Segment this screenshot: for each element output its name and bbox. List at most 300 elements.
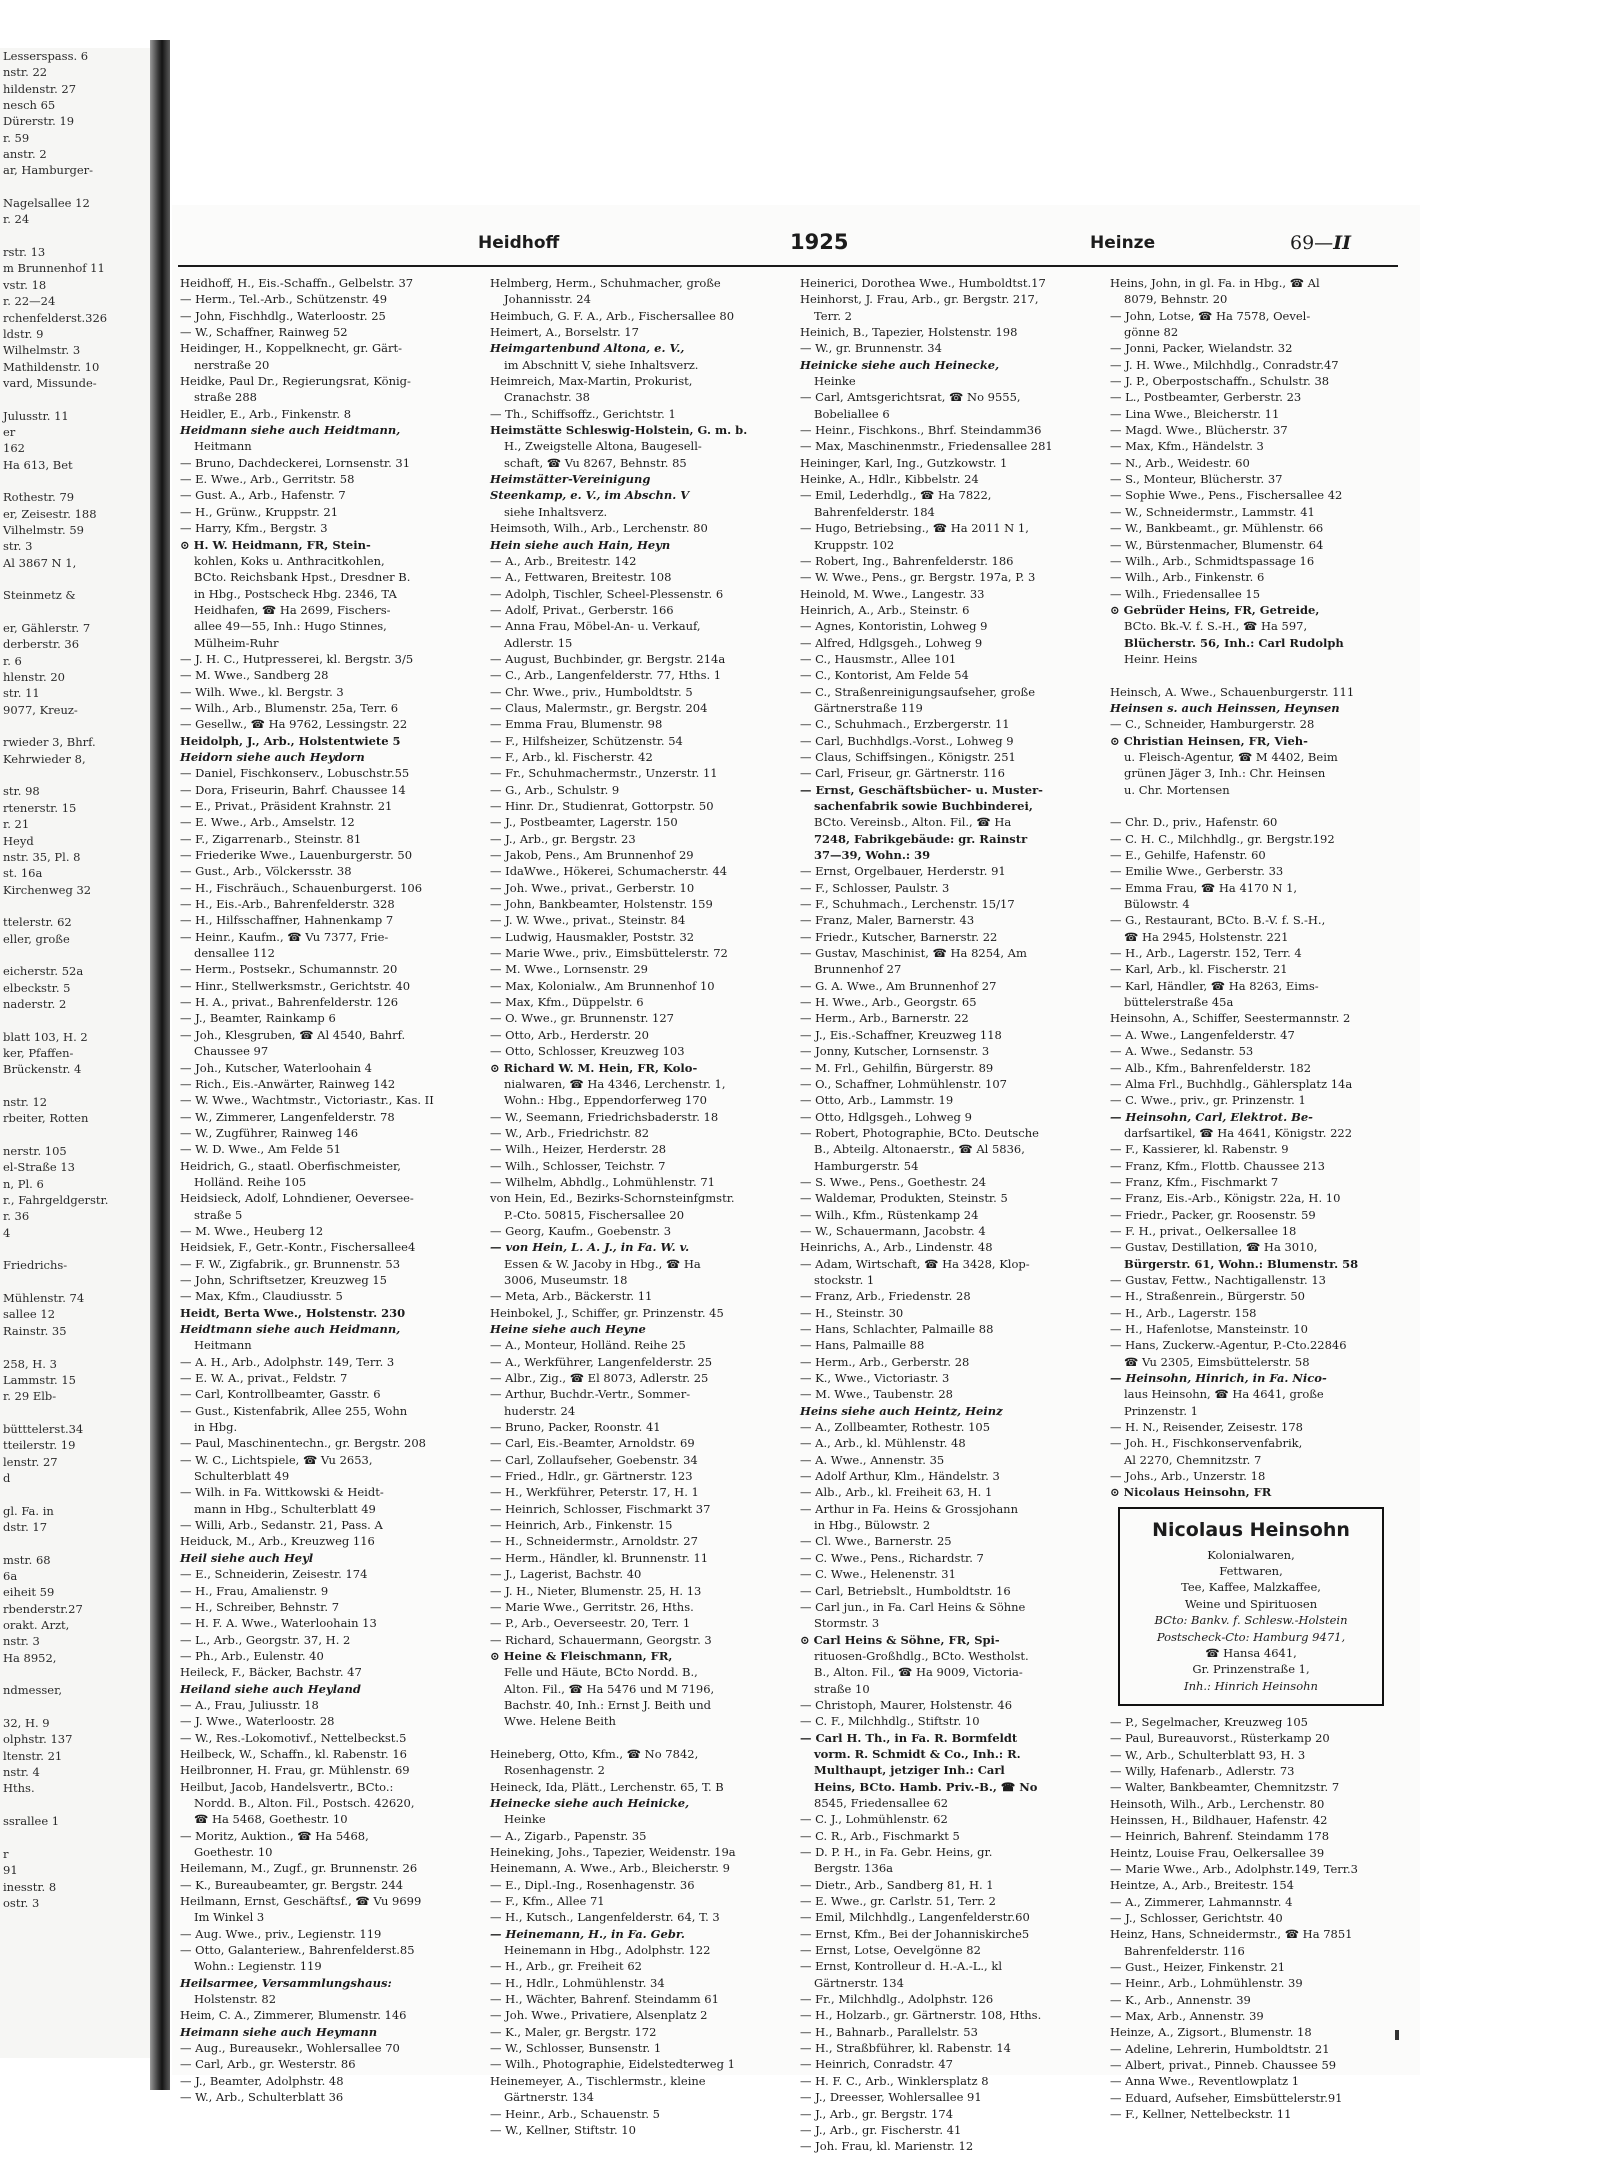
left-page-line: Hths. (3, 1781, 35, 1796)
header-year: 1925 (790, 230, 849, 254)
directory-entry-line: — C. H. C., Milchhdlg., gr. Bergstr.192 (1110, 831, 1335, 846)
directory-entry-line: — Wilh., Heizer, Herderstr. 28 (490, 1142, 667, 1157)
directory-entry-line: Blücherstr. 56, Inh.: Carl Rudolph (1124, 635, 1344, 650)
advertisement-line: BCto: Bankv. f. Schlesw.-Holstein (1154, 1613, 1348, 1628)
directory-entry-line: Heininger, Karl, Ing., Gutzkowstr. 1 (800, 455, 1008, 470)
left-page-line: nesch 65 (3, 98, 56, 113)
left-page-line (0, 1274, 150, 1290)
directory-entry-line: — W., Arb., Friedrichstr. 82 (490, 1125, 650, 1140)
directory-entry-line: Heinke, A., Hdlr., Kibbelstr. 24 (800, 472, 979, 487)
directory-entry-line: Rosenhagenstr. 2 (504, 1763, 605, 1778)
directory-entry-line: — C., Straßenreinigungsaufseher, große (800, 684, 1036, 699)
directory-entry-line: — Heinr., Kaufm., ☎ Vu 7377, Frie- (180, 929, 389, 944)
advertisement-line: Tee, Kaffee, Malzkaffee, (1181, 1580, 1321, 1595)
directory-entry-line: — Robert, Ing., Bahrenfelderstr. 186 (800, 553, 1014, 568)
directory-entry-line: — Joh. Wwe., privat., Gerberstr. 10 (490, 880, 695, 895)
directory-entry-line: — Claus, Malermstr., gr. Bergstr. 204 (490, 700, 708, 715)
directory-entry-line: straße 10 (814, 1681, 870, 1696)
directory-entry-line: — Max, Kfm., Händelstr. 3 (1110, 439, 1264, 454)
directory-entry-line: Heitmann (194, 1338, 252, 1353)
directory-entry-line: — F., Schlosser, Paulstr. 3 (800, 880, 950, 895)
left-page-line: Rainstr. 35 (3, 1323, 67, 1338)
directory-entry-line: Heilbronner, H. Frau, gr. Mühlenstr. 69 (180, 1763, 410, 1778)
directory-entry-line: — Meta, Arb., Bäckerstr. 11 (490, 1289, 653, 1304)
directory-entry-line: — A., Zigarb., Papenstr. 35 (490, 1828, 647, 1843)
directory-entry-line: Heinold, M. Wwe., Langestr. 33 (800, 586, 985, 601)
directory-entry-line: — A., Zollbeamter, Rothestr. 105 (800, 1420, 991, 1435)
directory-entry-line: büttelerstraße 45a (1124, 995, 1234, 1010)
directory-entry-line: — Bruno, Dachdeckerei, Lornsenstr. 31 (180, 455, 411, 470)
page-header (178, 230, 1408, 269)
directory-entry-line: Heilmann, Ernst, Geschäftsf., ☎ Vu 9699 (180, 1894, 422, 1909)
directory-entry-line: — Chr. Wwe., priv., Humboldtstr. 5 (490, 684, 693, 699)
directory-entry-line: — Carl, Betriebslt., Humboldtstr. 16 (800, 1583, 1011, 1598)
left-page-line (0, 179, 150, 195)
directory-entry-line: — A., Zimmerer, Lahmannstr. 4 (1110, 1894, 1293, 1909)
directory-entry-line: — Emil, Milchhdlg., Langenfelderstr.60 (800, 1910, 1030, 1925)
directory-entry-line: Heinhorst, J. Frau, Arb., gr. Bergstr. 217, (800, 292, 1039, 307)
directory-entry-line: siehe Inhaltsverz. (504, 504, 608, 519)
left-page-line: Kehrwieder 8, (3, 751, 86, 766)
directory-entry-line: — Carl, Eis.-Beamter, Arnoldstr. 69 (490, 1436, 695, 1451)
directory-entry-line: — Bruno, Packer, Roonstr. 41 (490, 1420, 661, 1435)
directory-entry-line: Heilbeck, W., Schaffn., kl. Rabenstr. 16 (180, 1746, 407, 1761)
column-1 (180, 275, 480, 2105)
directory-entry-line: — Karl, Arb., kl. Fischerstr. 21 (1110, 962, 1288, 977)
directory-entry-line: — Hinr. Dr., Studienrat, Gottorpstr. 50 (490, 799, 714, 813)
directory-entry-line: — Ernst, Kontrolleur d. H.-A.-L., kl (800, 1959, 1003, 1974)
directory-entry-line: — F., Schuhmach., Lerchenstr. 15/17 (800, 897, 1015, 912)
directory-entry-line: — Herm., Tel.-Arb., Schützenstr. 49 (180, 292, 388, 307)
directory-entry-line: — Rich., Eis.-Anwärter, Rainweg 142 (180, 1076, 396, 1091)
left-page-line: Dürerstr. 19 (3, 114, 75, 129)
directory-entry-line: P.-Cto. 50815, Fischersallee 20 (504, 1207, 685, 1222)
directory-entry-line: schaft, ☎ Vu 8267, Behnstr. 85 (504, 455, 687, 470)
left-page-line: hildenstr. 27 (3, 81, 77, 96)
directory-entry-line: — L., Postbeamter, Gerberstr. 23 (1110, 390, 1302, 405)
directory-entry-line: BCto. Vereinsb., Alton. Fil., ☎ Ha (814, 815, 1012, 830)
left-page-line (0, 1078, 150, 1094)
directory-entry-line: Bobeliallee 6 (814, 406, 890, 421)
directory-entry-line: — H. Wwe., Arb., Georgstr. 65 (800, 995, 977, 1010)
directory-entry-line: — Wilh., Arb., Blumenstr. 25a, Terr. 6 (180, 700, 399, 715)
directory-entry-line: — H. F. C., Arb., Winklersplatz 8 (800, 2073, 989, 2088)
left-page-line: r., Fahrgeldgerstr. (3, 1193, 109, 1208)
directory-entry-line: — W., Arb., Schulterblatt 36 (180, 2090, 344, 2105)
directory-entry-line: — Franz, Arb., Friedenstr. 28 (800, 1289, 971, 1304)
directory-entry-line: — J. Wwe., Waterloostr. 28 (180, 1714, 335, 1729)
directory-entry-line: — Max, Kfm., Claudiusstr. 5 (180, 1289, 343, 1304)
advertisement-title: Nicolaus Heinsohn (1152, 1518, 1350, 1541)
directory-entry-line: — Arthur, Buchdr.-Vertr., Sommer- (490, 1387, 691, 1402)
directory-entry-line: Bahrenfelderstr. 184 (814, 504, 935, 519)
directory-entry-line: — S., Monteur, Blücherstr. 37 (1110, 472, 1283, 487)
directory-entry-line: — Carl, Friseur, gr. Gärtnerstr. 116 (800, 766, 1005, 781)
directory-entry-line: — Harry, Kfm., Bergstr. 3 (180, 521, 328, 536)
directory-entry-line: — Max, Kfm., Düppelstr. 6 (490, 995, 644, 1010)
directory-entry-line: — Carl, Zollaufseher, Goebenstr. 34 (490, 1452, 698, 1467)
directory-entry-line: — W. D. Wwe., Am Felde 51 (180, 1142, 341, 1157)
directory-entry-line: — Hans, Zuckerw.-Agentur, P.-Cto.22846 (1110, 1338, 1347, 1353)
directory-entry-line: — Otto, Hdlgsgeh., Lohweg 9 (800, 1109, 972, 1124)
directory-entry-line: — H., Eis.-Arb., Bahrenfelderstr. 328 (180, 897, 395, 912)
directory-entry-line: BCto. Bk.-V. f. S.-H., ☎ Ha 597, (1124, 619, 1308, 634)
directory-entry-line: — Anna Wwe., Reventlowplatz 1 (1110, 2074, 1300, 2089)
left-page-line: 9077, Kreuz- (3, 702, 78, 717)
directory-entry-line: Heinsoth, Wilh., Arb., Lerchenstr. 80 (1110, 1796, 1325, 1811)
directory-entry-line: Holländ. Reihe 105 (194, 1174, 307, 1189)
directory-entry-line: — Agnes, Kontoristin, Lohweg 9 (800, 619, 988, 634)
directory-entry-line: Heidhoff, H., Eis.-Schaffn., Gelbelstr. 37 (180, 276, 414, 290)
directory-entry-line: Im Winkel 3 (194, 1910, 265, 1925)
left-page-line: naderstr. 2 (3, 996, 67, 1011)
directory-entry-line: — W. C., Lichtspiele, ☎ Vu 2653, (180, 1452, 373, 1467)
directory-entry-line: Heinr. Heins (1124, 651, 1198, 666)
directory-entry-line: — Alma Frl., Buchhdlg., Gählersplatz 14a (1110, 1076, 1353, 1091)
directory-entry-line: — Fried., Hdlr., gr. Gärtnerstr. 123 (490, 1469, 693, 1484)
directory-entry-line: — A. Wwe., Langenfelderstr. 47 (1110, 1027, 1295, 1042)
left-page-line (0, 473, 150, 489)
directory-entry-line: in Hbg., Postscheck Hbg. 2346, TA (194, 586, 397, 601)
directory-entry-line: — Wilhelm, Abhdlg., Lohmühlenstr. 71 (490, 1174, 715, 1189)
directory-entry-line: Heinemann in Hbg., Adolphstr. 122 (504, 1943, 711, 1958)
directory-entry-line: Heidolph, J., Arb., Holstentwiete 5 (180, 733, 401, 748)
left-page-line: Lesserspass. 6 (3, 49, 89, 63)
directory-entry-line: — E., Dipl.-Ing., Rosenhagenstr. 36 (490, 1877, 695, 1892)
left-page-line: ssrallee 1 (3, 1814, 60, 1829)
directory-entry-line: Hamburgerstr. 54 (814, 1158, 919, 1173)
directory-entry-line: — Franz, Maler, Barnerstr. 43 (800, 913, 975, 928)
directory-entry-line: — W., Arb., Schulterblatt 93, H. 3 (1110, 1747, 1306, 1762)
directory-entry-line: — Otto, Schlosser, Kreuzweg 103 (490, 1044, 685, 1059)
directory-entry-line: — J., Lagerist, Bachstr. 40 (490, 1567, 642, 1582)
left-page-line: 32, H. 9 (3, 1716, 50, 1731)
left-page-line: nstr. 22 (3, 65, 48, 80)
directory-entry-line: — Ernst, Geschäftsbücher- u. Muster- (800, 782, 1043, 797)
directory-entry-line: — H., Arb., Lagerstr. 158 (1110, 1305, 1257, 1320)
left-page-line (0, 571, 150, 587)
margin-speck (1395, 2030, 1399, 2040)
directory-entry-line: — E., Gehilfe, Hafenstr. 60 (1110, 848, 1266, 863)
directory-entry-line: — C. R., Arb., Fischmarkt 5 (800, 1828, 960, 1843)
left-page-line: eller, große (3, 931, 70, 946)
directory-entry-line: — H., Arb., gr. Freiheit 62 (490, 1959, 642, 1974)
directory-entry-line: — N., Arb., Weidestr. 60 (1110, 455, 1250, 470)
left-page-line: nstr. 35, Pl. 8 (3, 849, 81, 864)
left-page-line: str. 3 (3, 539, 33, 554)
directory-entry-line: ⊙ Carl Heins & Söhne, FR, Spi- (800, 1632, 1000, 1647)
directory-entry-line: — H., Frau, Amalienstr. 9 (180, 1583, 329, 1598)
directory-entry-line: Heinerici, Dorothea Wwe., Humboldtst.17 (800, 276, 1046, 290)
directory-entry-line: — O., Schaffner, Lohmühlenstr. 107 (800, 1076, 1007, 1091)
directory-entry-line: — E. W. A., privat., Feldstr. 7 (180, 1371, 348, 1386)
directory-entry-line: Heine siehe auch Heyne (490, 1322, 646, 1336)
advertisement-line: Fettwaren, (1219, 1564, 1283, 1579)
directory-entry-line: B., Alton. Fil., ☎ Ha 9009, Victoria- (814, 1665, 1023, 1680)
directory-entry-line: — Heinemann, H., in Fa. Gebr. (490, 1926, 685, 1941)
directory-entry-line: gönne 82 (1124, 325, 1179, 340)
left-page-line: mstr. 68 (3, 1552, 51, 1567)
directory-entry-line: — A. Wwe., Annenstr. 35 (800, 1452, 945, 1467)
directory-entry-line: Helmberg, Herm., Schuhmacher, große (490, 276, 721, 290)
directory-entry-line: — Fr., Milchhdlg., Adolphstr. 126 (800, 1992, 994, 2007)
directory-entry-line: — Joh. Wwe., Privatiere, Alsenplatz 2 (490, 2008, 708, 2023)
directory-entry-line: — Magd. Wwe., Blücherstr. 37 (1110, 423, 1288, 438)
left-page-line: rwieder 3, Bhrf. (3, 735, 96, 750)
directory-entry-line: Bülowstr. 4 (1124, 897, 1190, 912)
directory-entry-line: — W., gr. Brunnenstr. 34 (800, 341, 942, 356)
directory-entry-line: Heinrich, A., Arb., Steinstr. 6 (800, 602, 970, 617)
directory-entry-line: im Abschnitt V, siehe Inhaltsverz. (504, 357, 699, 372)
directory-entry-line: Bahrenfelderstr. 116 (1124, 1943, 1245, 1958)
directory-entry-line: — Joh. Frau, kl. Marienstr. 12 (800, 2139, 974, 2154)
directory-entry-line: — W., Schauermann, Jacobstr. 4 (800, 1223, 986, 1238)
directory-entry-line: — Herm., Arb., Gerberstr. 28 (800, 1354, 970, 1369)
directory-entry-line: — C., Hausmstr., Allee 101 (800, 651, 957, 666)
directory-entry-line: — W., Schaffner, Rainweg 52 (180, 325, 348, 340)
directory-entry-line: — H., Straßenrein., Bürgerstr. 50 (1110, 1289, 1305, 1304)
directory-entry-line: — Heinrich, Arb., Finkenstr. 15 (490, 1518, 673, 1533)
directory-entry-line: Heidsieck, Adolf, Lohndiener, Oeverseе- (180, 1191, 414, 1206)
directory-entry-line: — Willy, Hafenarb., Adlerstr. 73 (1110, 1763, 1295, 1778)
left-page-line: dstr. 17 (3, 1519, 48, 1534)
directory-entry-line: — Heinrich, Schlosser, Fischmarkt 37 (490, 1501, 711, 1516)
directory-entry-line: Heintze, A., Arb., Breitestr. 154 (1110, 1878, 1294, 1893)
directory-entry-line: darfsartikel, ☎ Ha 4641, Königstr. 222 (1124, 1125, 1353, 1140)
left-page-line: Mühlenstr. 74 (3, 1291, 85, 1306)
left-page-line: r. 59 (3, 130, 30, 145)
directory-entry-line: — W., Res.-Lokomotivf., Nettelbeckst.5 (180, 1730, 407, 1745)
directory-entry-line: grünen Jäger 3, Inh.: Chr. Heinsen (1124, 766, 1326, 781)
directory-entry-line: — Marie Wwe., Gerritstr. 26, Hths. (490, 1599, 694, 1614)
left-page-line: st. 16a (3, 866, 43, 881)
left-page-line: derberstr. 36 (3, 637, 80, 652)
directory-entry-line: — H. A., privat., Bahrenfelderstr. 126 (180, 995, 399, 1010)
left-page-line: vstr. 18 (3, 277, 47, 292)
directory-entry-line: huderstr. 24 (504, 1403, 576, 1418)
left-page-line: Vilhelmstr. 59 (3, 522, 84, 537)
directory-entry-line: Multhaupt, jetziger Inh.: Carl (814, 1763, 1005, 1778)
directory-entry-line: mann in Hbg., Schulterblatt 49 (194, 1501, 376, 1516)
directory-entry-line: — H., Steinstr. 30 (800, 1305, 904, 1320)
left-page-line: r. 22—24 (3, 294, 56, 309)
directory-entry-line: — K., Bureaubeamter, gr. Bergstr. 244 (180, 1877, 404, 1892)
left-page-line: ostr. 3 (3, 1895, 40, 1910)
left-page-line: Wilhelmstr. 3 (3, 343, 81, 358)
advertisement-line: ☎ Hansa 4641, (1205, 1645, 1297, 1660)
directory-entry-line: — Cl. Wwe., Barnerstr. 25 (800, 1534, 952, 1549)
directory-entry-line: — E. Wwe., gr. Carlstr. 51, Terr. 2 (800, 1894, 996, 1909)
directory-entry-line: — John, Bankbeamter, Holstenstr. 159 (490, 897, 713, 912)
directory-entry-line: — Franz, Eis.-Arb., Königstr. 22a, H. 10 (1110, 1191, 1341, 1206)
column-4 (1110, 275, 1410, 2122)
left-page-line: rstr. 13 (3, 245, 46, 260)
left-page-line: Brückenstr. 4 (3, 1062, 82, 1077)
directory-entry-line: — Heinsohn, Carl, Elektrot. Be- (1110, 1109, 1313, 1124)
directory-entry-line: Bürgerstr. 61, Wohn.: Blumenstr. 58 (1124, 1256, 1359, 1271)
directory-entry-line: straße 288 (194, 390, 257, 405)
directory-entry-line: — W. Wwe., Pens., gr. Bergstr. 197a, P. 3 (800, 570, 1036, 585)
left-page-line: sallee 12 (3, 1307, 56, 1322)
directory-entry-line: Heinsch, A. Wwe., Schauenburgerstr. 111 (1110, 684, 1355, 699)
directory-entry-line: — Gustav, Maschinist, ☎ Ha 8254, Am (800, 946, 1027, 961)
directory-entry-line: — E., Privat., Präsident Krahnstr. 21 (180, 799, 393, 813)
directory-entry-line: Cranachstr. 38 (504, 390, 590, 405)
directory-entry-line: Alton. Fil., ☎ Ha 5476 und M 7196, (504, 1681, 715, 1696)
directory-entry-line: kohlen, Koks u. Anthracitkohlen, (194, 553, 385, 568)
directory-entry-line: — P., Segelmacher, Kreuzweg 105 (1110, 1714, 1308, 1729)
header-right-word: Heinze (1090, 233, 1156, 253)
directory-entry-line: — F. H., privat., Oelkersallee 18 (1110, 1223, 1297, 1238)
directory-entry-line: — Wilh., Arb., Finkenstr. 6 (1110, 570, 1265, 585)
left-page-line: Mathildenstr. 10 (3, 359, 100, 374)
directory-entry-line: — Max, Kolonialw., Am Brunnenhof 10 (490, 978, 715, 993)
directory-entry-line: Heinke (504, 1812, 546, 1827)
directory-entry-line: Heidt, Berta Wwe., Holstenstr. 230 (180, 1305, 406, 1320)
directory-entry-line: — Adolf Arthur, Klm., Händelstr. 3 (800, 1469, 1000, 1484)
directory-entry-line: — Hinr., Stellwerksmstr., Gerichtstr. 40 (180, 978, 411, 993)
directory-entry-line: — H., Wächter, Bahrenf. Steindamm 61 (490, 1992, 719, 2007)
directory-entry-line: Heimann siehe auch Heymann (180, 2024, 378, 2039)
directory-entry-line: — Ernst, Orgelbauer, Herderstr. 91 (800, 864, 1006, 879)
left-page-line: str. 11 (3, 686, 40, 701)
left-page-line: 6a (3, 1568, 18, 1583)
directory-entry-line: — Wilh. Wwe., kl. Bergstr. 3 (180, 684, 344, 699)
directory-entry-line: — John, Fischhdlg., Waterloostr. 25 (180, 308, 386, 323)
directory-entry-line: — Paul, Bureauvorst., Rüsterkamp 20 (1110, 1731, 1330, 1746)
directory-entry-line: Heinemann, A. Wwe., Arb., Bleicherstr. 9 (490, 1861, 730, 1876)
directory-entry-line: — Herm., Händler, kl. Brunnenstr. 11 (490, 1550, 709, 1565)
directory-entry-line: — Anna Frau, Möbel-An- u. Verkauf, (490, 619, 701, 634)
header-left-word: Heidhoff (478, 233, 560, 253)
directory-entry-line: — Otto, Arb., Herderstr. 20 (490, 1027, 649, 1042)
advertisement-line: Weine und Spirituosen (1184, 1596, 1318, 1611)
left-page-line: eicherstr. 52a (3, 964, 84, 979)
left-page-line: nstr. 3 (3, 1634, 40, 1649)
left-page-line: 91 (3, 1863, 18, 1878)
directory-entry-line: — August, Buchbinder, gr. Bergstr. 214a (490, 651, 726, 666)
directory-entry-line: Heins, John, in gl. Fa. in Hbg., ☎ Al (1110, 276, 1320, 290)
directory-entry-line: — Marie Wwe., Arb., Adolphstr.149, Terr.3 (1110, 1861, 1358, 1876)
directory-entry-line: — Albr., Zig., ☎ El 8073, Adlerstr. 25 (490, 1371, 709, 1386)
directory-entry-line: — Daniel, Fischkonserv., Lobuschstr.55 (180, 766, 410, 781)
directory-entry-line: — Carl, Arb., gr. Westerstr. 86 (180, 2057, 356, 2072)
directory-entry-line: Bachstr. 40, Inh.: Ernst J. Beith und (504, 1697, 712, 1712)
left-page-line: Friedrichs- (3, 1258, 68, 1273)
directory-entry-line: — A. Wwe., Sedanstr. 53 (1110, 1044, 1254, 1059)
left-page-line: blatt 103, H. 2 (3, 1029, 88, 1044)
directory-entry-line: — C. Wwe., Helenenstr. 31 (800, 1567, 956, 1582)
directory-entry-line: Heimsoth, Wilh., Arb., Lerchenstr. 80 (490, 521, 708, 536)
directory-entry-line: — A., Monteur, Holländ. Reihe 25 (490, 1338, 686, 1353)
left-page-line (0, 1127, 150, 1143)
directory-entry-line: Gärtnerstr. 134 (504, 2090, 594, 2105)
directory-entry-line: — D. P. H., in Fa. Gebr. Heins, gr. (800, 1845, 993, 1859)
directory-entry-line: — P., Arb., Oeverseestr. 20, Terr. 1 (490, 1616, 691, 1631)
directory-entry-line: — Carl jun., in Fa. Carl Heins & Söhne (800, 1599, 1026, 1614)
directory-entry-line: Wwe. Helene Beith (504, 1714, 616, 1729)
left-page-line: Ha 613, Bet (3, 457, 73, 472)
directory-entry-line: — Adam, Wirtschaft, ☎ Ha 3428, Klop- (800, 1256, 1030, 1271)
directory-entry-line: — J. H., Nieter, Blumenstr. 25, H. 13 (490, 1583, 702, 1598)
left-page-line: orakt. Arzt, (3, 1618, 70, 1632)
left-page-line: d (3, 1470, 11, 1485)
directory-entry-line: — L., Arb., Georgstr. 37, H. 2 (180, 1632, 351, 1647)
left-page-line (0, 391, 150, 407)
directory-entry-line: — Joh., Klesgruben, ☎ Al 4540, Bahrf. (180, 1027, 406, 1042)
left-page-line: r (3, 1846, 9, 1861)
directory-entry-line: — Herm., Arb., Barnerstr. 22 (800, 1011, 969, 1026)
directory-entry-line: — F., Arb., kl. Fischerstr. 42 (490, 749, 653, 764)
directory-entry-line: — W., Seemann, Friedrichsbaderstr. 18 (490, 1109, 719, 1124)
left-page-line (0, 767, 150, 783)
directory-entry-line: — von Hein, L. A. J., in Fa. W. v. (490, 1240, 690, 1255)
directory-entry-line: Heinsohn, A., Schiffer, Seestermannstr. 2 (1110, 1011, 1351, 1026)
directory-entry-line: — Max, Arb., Annenstr. 39 (1110, 2009, 1264, 2024)
directory-entry-line: — J., Arb., gr. Fischerstr. 41 (800, 2122, 962, 2137)
directory-entry-line: — Emilie Wwe., Gerberstr. 33 (1110, 864, 1284, 879)
directory-entry-line: — Aug. Wwe., priv., Legienstr. 119 (180, 1926, 382, 1941)
directory-entry-line: Felle und Häute, BCto Nordd. B., (504, 1665, 698, 1680)
directory-entry-line: — A., Arb., Breitestr. 142 (490, 553, 637, 568)
directory-entry-line: — C., Schneider, Hamburgerstr. 28 (1110, 717, 1315, 732)
directory-entry-line: — M. Wwe., Heuberg 12 (180, 1223, 324, 1238)
directory-entry-line: Heinrichs, A., Arb., Lindenstr. 48 (800, 1240, 993, 1255)
directory-entry-line: Heinz, Hans, Schneidermstr., ☎ Ha 7851 (1110, 1927, 1353, 1942)
directory-entry-line: ⊙ Nicolaus Heinsohn, FR (1110, 1485, 1272, 1500)
directory-entry-line: Heitmann (194, 439, 252, 454)
directory-entry-line: — Willi, Arb., Sedanstr. 21, Pass. A (180, 1518, 383, 1533)
directory-entry-line: — G. A. Wwe., Am Brunnenhof 27 (800, 978, 997, 993)
directory-entry-line: — Franz, Kfm., Flottb. Chaussee 213 (1110, 1158, 1325, 1173)
directory-entry-line: von Hein, Ed., Bezirks-Schornsteinfgmstr. (490, 1191, 735, 1206)
directory-entry-line: Heinecke siehe auch Heinicke, (490, 1795, 690, 1810)
directory-entry-line: — Ernst, Lotse, Oevelgönne 82 (800, 1943, 981, 1958)
directory-entry-line: 7248, Fabrikgebäude: gr. Rainstr (814, 831, 1028, 846)
directory-entry-line: — Friedr., Kutscher, Barnerstr. 22 (800, 929, 998, 944)
directory-entry-line: Heinssen, H., Bildhauer, Hafenstr. 42 (1110, 1812, 1328, 1827)
directory-entry-line: Heimstätte Schleswig-Holstein, G. m. b. (490, 423, 748, 438)
directory-entry-line: Heimreich, Max-Martin, Prokurist, (490, 374, 693, 389)
directory-entry-line: 8079, Behnstr. 20 (1124, 292, 1228, 307)
directory-entry-line: BCto. Reichsbank Hpst., Dresdner B. (194, 570, 411, 585)
directory-entry-line: Heins, BCto. Hamb. Priv.-B., ☎ No (814, 1779, 1038, 1794)
directory-entry-line: Heineberg, Otto, Kfm., ☎ No 7842, (490, 1746, 699, 1761)
left-page-line (0, 1666, 150, 1682)
left-page-line (0, 1486, 150, 1502)
directory-entry-line: — A., Fettwaren, Breitestr. 108 (490, 570, 672, 585)
directory-entry-line: — Waldemar, Produkten, Steinstr. 5 (800, 1191, 1008, 1206)
left-page-line: ltenstr. 21 (3, 1748, 63, 1763)
directory-entry-line: Stormstr. 3 (814, 1616, 880, 1631)
directory-entry-line: — Sophie Wwe., Pens., Fischersallee 42 (1110, 488, 1343, 503)
directory-entry-line: ⊙ H. W. Heidmann, FR, Stein- (180, 537, 371, 552)
directory-entry-line: — Gustav, Fettw., Nachtigallenstr. 13 (1110, 1272, 1326, 1287)
directory-entry-line: Heim, C. A., Zimmerer, Blumenstr. 146 (180, 2008, 407, 2023)
directory-entry-line: — Joh., Kutscher, Waterloohain 4 (180, 1060, 372, 1075)
directory-entry-line: — E. Wwe., Arb., Gerritstr. 58 (180, 472, 355, 487)
directory-entry-line: — F., Kfm., Allee 71 (490, 1894, 605, 1909)
directory-entry-line: — Heinsohn, Hinrich, in Fa. Nico- (1110, 1371, 1327, 1386)
directory-entry-line: — C., Schuhmach., Erzbergerstr. 11 (800, 717, 1010, 732)
directory-entry-line: Essen & W. Jacoby in Hbg., ☎ Ha (504, 1256, 701, 1271)
left-page-line: r. 6 (3, 653, 22, 668)
directory-entry-line: — Dietr., Arb., Sandberg 81, H. 1 (800, 1877, 994, 1892)
directory-entry-line: — IdaWwe., Hökerei, Schumacherstr. 44 (490, 864, 728, 879)
directory-entry-line: — Gesellw., ☎ Ha 9762, Lessingstr. 22 (180, 717, 408, 732)
directory-entry-line: — Emma Frau, ☎ Ha 4170 N 1, (1110, 880, 1298, 895)
directory-entry-line: — J., Eis.-Schaffner, Kreuzweg 118 (800, 1027, 1002, 1042)
